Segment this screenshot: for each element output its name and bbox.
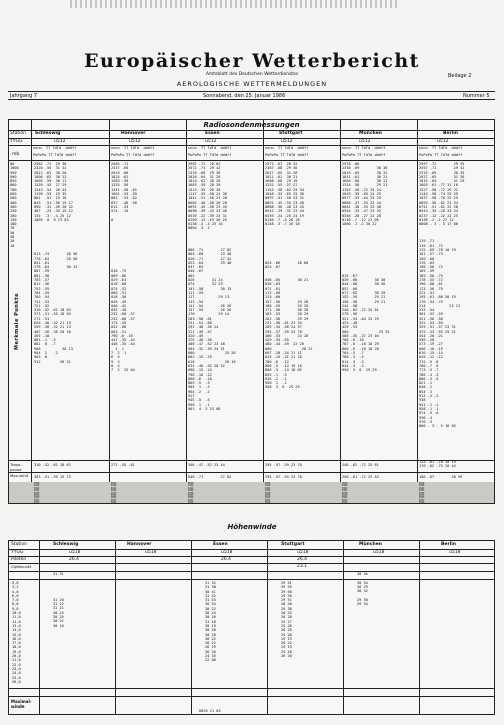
station-code: u518 bbox=[69, 550, 81, 555]
table-rule bbox=[9, 556, 494, 557]
station-data-column: 2565 -71 2337 -65 2019 -66 1815 -62 1583 -59 1333 -56 1341 -58 -61 1001 -53 -59 883 -53 -62 837 -46 -56 612 -33 574 -15 0 018 -73 009 -66 029 -61 018 -60 075 -52 066 -51 018 -50 045 -49 040 -42 035 -30 232 -60 -57 232 -60 -57 173 -55 032 -60 003 -51 790 -6 -10 447 -35 -44 448 -35 -44 1 1 7 2 1 6 5 9 3 0 4 7 2 25 04 bbox=[111, 162, 137, 373]
table-rule bbox=[263, 120, 264, 503]
yygg-label: YYGG bbox=[11, 550, 24, 555]
piloten-value: 26.4 bbox=[221, 557, 232, 562]
column-header: nnnn TT TdTd dddff bbox=[419, 146, 463, 150]
code-block: 0520 0429 0444 0442 0538 0533 0509 0537 0520 bbox=[34, 482, 40, 505]
column-header: nnnn TT TdTd dddff bbox=[33, 146, 77, 150]
piloten-label: Piloten bbox=[11, 557, 27, 562]
table-rule bbox=[340, 120, 341, 503]
maxwind-label: Max-wind bbox=[10, 473, 29, 478]
supplement-label: Beilage 2 bbox=[448, 73, 472, 79]
height-levels: 3,0 3,2 4,0 6,0 7,0 8,0 9,0 10,0 11,0 12,0 13,0 14,0 15,0 16,0 17,0 18,0 19,0 20,0 21,0 22,0 23,0 24,0 25,0 26,0 bbox=[12, 581, 21, 684]
code-block: 0520 0429 0442 0442 0538 0533 0509 0537 0520 bbox=[265, 482, 271, 505]
piloten-value: 26.4 bbox=[297, 557, 308, 562]
table-rule bbox=[191, 541, 192, 714]
table-rule bbox=[9, 549, 494, 550]
code-block: 0520 0429 0442 0442 0442 0533 0509 0537 0520 bbox=[111, 482, 117, 505]
tropopause-value: 272 -55 -61 bbox=[111, 463, 135, 467]
wind-column: 31 31 31 26 31 22 31 21 30 24 30 25 30 21 30 16 bbox=[53, 572, 64, 628]
table-rule bbox=[9, 579, 494, 580]
column-header: nnnn TT TdTd dddff bbox=[188, 146, 232, 150]
pressure-levels: 00 1000 950 900 850 800 700 600 500 400 300 250 200 150 100 70 50 30 20 10 bbox=[10, 162, 19, 248]
table-rule bbox=[9, 160, 494, 161]
station-code: u518 bbox=[449, 550, 461, 555]
footer-code: 6820 21 65 bbox=[199, 709, 221, 713]
station-name: Hannover bbox=[127, 542, 152, 547]
station-code: u512 bbox=[54, 139, 66, 144]
station-code: u518 bbox=[221, 550, 233, 555]
station-code: u512 bbox=[281, 139, 293, 144]
station-code: u518 bbox=[145, 550, 157, 555]
tropopause-label: Tropo-pause bbox=[10, 462, 22, 472]
issue-info-bar bbox=[8, 91, 495, 100]
section-heading: AEROLOGISCHE WETTERMELDUNGEN bbox=[176, 80, 328, 88]
table-rule bbox=[419, 541, 420, 714]
table-rule bbox=[9, 563, 494, 564]
issue-number: Nummer 5 bbox=[463, 92, 490, 99]
hoehenwinde-table bbox=[8, 540, 495, 715]
radiosonde-title: Radiosondenmessungen bbox=[203, 121, 300, 129]
column-header: nnnn TT TdTd dddff bbox=[265, 146, 309, 150]
wind-column: 31 32 31 38 30 41 31 42 31 53 30 34 30 22 30 24 30 26 31 18 30 19 30 28 30 28 30 22 26 22 26 19 26 20 24 16 22 08 bbox=[205, 581, 216, 663]
station-name: München bbox=[359, 542, 383, 547]
table-rule bbox=[115, 541, 116, 714]
station-name: Stuttgart bbox=[281, 542, 305, 547]
station-name: Stuttgart bbox=[279, 131, 303, 136]
station-code: u512 bbox=[129, 139, 141, 144]
station-label: Station bbox=[10, 131, 26, 136]
station-name: Schleswig bbox=[53, 542, 79, 547]
code-block: 0520 0429 0442 0442 0538 0533 0509 0537 0520 bbox=[342, 482, 348, 505]
column-header: PoPoPo TT TdTd dddff bbox=[188, 153, 232, 157]
table-rule bbox=[109, 120, 110, 503]
wind-column: 29 51 29 59 29 60 29 50 29 51 28 40 29 38 28 33 26 28 25 27 25 26 26 29 25 28 25 19 26 22 25 19 25 16 26 20 bbox=[281, 581, 292, 659]
hoehenwinde-title: Höhenwinde bbox=[227, 523, 277, 531]
maxwind-value: 295 -57 -59 23 70 bbox=[265, 475, 302, 479]
station-name: Schleswig bbox=[35, 131, 61, 136]
yygg-label: YYGG bbox=[10, 139, 23, 144]
station-code: u518 bbox=[373, 550, 385, 555]
code-block: 0520 0429 0442 0442 0538 0533 0509 0537 0520 bbox=[419, 482, 425, 505]
station-code: u518 bbox=[297, 550, 309, 555]
table-rule bbox=[9, 696, 494, 697]
side-label: Merkmale Punkte bbox=[14, 293, 20, 350]
station-name: Essen bbox=[213, 542, 228, 547]
station-data-column: 2962 -72 28 62 2572 -71 29 42 2310 -68 29 36 2028 -64 31 29 1814 -62 28 26 1603 -59 28 20 1313 -55 26 28 1147 -55 -58 24 36 1041 -51 -56 21 28 0682 -48 -56 26 28 0691 -45 -58 23 45 0698 -39 -43 23 46 0539 -22 -39 24 31 0209 -12 -19 26 25 0138 -3 -4 25 16 0004 3 2 006 -71 27 82 064 -68 23 48 020 -71 27 42 023 -64 29 40 037 -65 046 -67 062 026 31 24 074 31 29 101 -58 30 15 111 -59 117 29 13 133 -54 141 -54 26 26 157 -55 26 26 170 29 14 283 -50 -61 251 -51 -60 292 -48 -56 24 311 -49 -57 320 -49 375 -46 -56 400 -47 -52 23 48 504 -32 -39 24 31 600 25 26 602 -15 -25 610 26 18 634 -40 -52 20 52 690 -15 -24 790 -16 -22 800 -6 -10 865 -5 -5 905 1 -3 964 -2 -2 917 945 -5 -5 956 1 -1 961 4 3 23 08 bbox=[188, 162, 236, 411]
maxwind-label: Maximal-winde bbox=[11, 699, 32, 709]
tropopause-value: 346 -47 -52 23 44 bbox=[188, 463, 225, 467]
column-header: PoPoPo TT TdTd dddff bbox=[33, 153, 77, 157]
station-data-column: 2562 -71 29 38 2320 -55 31 32 2012 -63 30 26 1806 -63 30 22 1605 -59 30 11 1320 -55 27 29 1243 -54 26 44 1199 -53 19 35 881 -51 19 16 843 -51 -56 19 17 890 -31 -49 20 32 487 -23 -35 19 12 135 -3 -4 25 12 1005 0 0 13 03 813 -74 28 56 778 -64 28 50 841 -61 378 -64 30 13 887 -59 881 -58 783 -57 812 -56 753 -55 764 -55 760 -54 741 -53 721 -52 310 -52 -61 18 63 373 -51 -55 18 63 272 -51 620 -40 -42 21 19 559 -30 -32 21 13 487 -26 -36 20 10 465 -18 881 -1 -5 881 0 -7 906 26 13 904 2 -2 903 8 912 26 21 bbox=[34, 162, 78, 364]
station-name: Berlin bbox=[441, 542, 456, 547]
scan-artifact-stripe bbox=[70, 0, 400, 8]
maxwind-value: 100 -67 28 59 bbox=[419, 475, 463, 479]
volume-label: Jahrgang 7 bbox=[10, 92, 38, 99]
table-rule bbox=[39, 541, 40, 714]
table-rule bbox=[9, 130, 494, 131]
station-name: Essen bbox=[205, 131, 220, 136]
column-header: PoPoPo TT TdTd dddff bbox=[342, 153, 386, 157]
station-code: u512 bbox=[359, 139, 371, 144]
station-data-column: 2597 -72 29 55 2557 -71 29 42 2315 -69 30 35 2027 -65 31 26 1815 -64 31 25 1603 -61 -77 31 16 1327 -58 -72 29 21 1143 -58 -74 25 29 1037 -58 -76 22 25 0893 -56 -61 21 34 0751 -51 -62 22 28 0543 -35 -28 23 24 0237 -12 -22 22 25 0138 -2 -2 27 12 0008 - 3 - 5 17 06 119 -71 119 -61 -72 115 -69 -78 10 19 161 -57 -73 150 -66 176 -63 198 -56 -72 165 -59 189 -56 -75 178 -55 -72 190 -60 -61 173 -56 -75 222 -51 195 -61 -68 30 19 176 -54 -75 214 23 21 233 -54 301 -53 -59 321 -56 -58 322 -54 -65 329 -51 -57 23 31 379 -53 -55 29 21 544 -20 -21 556 -20 573 -19 -27 606 -16 -19 610 -15 -15 645 -12 -12 712 -5 -8 760 -7 -9 773 -5 -7 786 -4 -3 800 -3 -5 821 -1 848 -1 854 -3 913 -2 -2 938 941 -1 -1 958 -1 -1 974 -5 -6 936 -4 970 -5 006 - 3 - 5 16 05 bbox=[419, 162, 465, 429]
tropopause-value: 246 -62 -72 25 61 bbox=[342, 463, 379, 467]
station-data-column: 2572 -67 28 32 2387 -68 29 36 2017 -65 31 26 1811 -61 30 21 1608 -60 29 19 1332 -55 27 27 1153 -58 -62 25 34 1048 -53 -65 25 36 0997 -51 -58 23 31 0891 -45 -53 23 48 0688 -36 -40 23 43 0542 -29 -31 23 44 0339 -24 -25 24 19 0140 -7 -8 26 18 0148 -3 -7 26 18 025 -66 28 60 025 -67 046 -65 30 21 036 -63 071 -61 112 -60 125 -60 157 -56 29 26 180 -55 29 29 171 -56 30 26 183 -53 28 29 202 -56 29 29 221 -56 -61 23 34 265 -54 -56 24 37 295 -57 -59 23 70 400 -53 24 28 429 -53 -65 480 -44 -49 22 20 600 26 21 607 -28 -34 21 11 643 -15 -21 21 18 780 -6 -12 800 -5 -14 19 10 806 -5 -14 16 05 855 -1 -5 945 -2 -1 950 1 -1 958 3 0 29 29 bbox=[265, 162, 313, 390]
column-header: nnnn TT TdTd dddff bbox=[342, 146, 386, 150]
piloten-value: 26.4 bbox=[69, 557, 80, 562]
gipfel-label: Gipfelpunkt bbox=[11, 565, 32, 569]
column-header: nnnn TT TdTd dddff bbox=[111, 146, 155, 150]
table-rule bbox=[9, 571, 494, 572]
tropopause-value: 295 -57 -59 23 70 bbox=[265, 463, 302, 467]
station-name: Berlin bbox=[443, 131, 458, 136]
maxwind-value: 046 -71 27 82 bbox=[188, 475, 232, 479]
station-name: Hannover bbox=[121, 131, 146, 136]
maxwind-value: 303 -51 -59 15 73 bbox=[34, 475, 71, 479]
table-rule bbox=[9, 688, 494, 689]
table-rule bbox=[9, 138, 494, 139]
table-rule bbox=[186, 120, 187, 503]
station-code: u512 bbox=[437, 139, 449, 144]
radiosonde-table bbox=[8, 119, 495, 504]
page-subtitle: Amtsblatt des Deutschen Wetterdienstes bbox=[205, 72, 299, 77]
tropopause-value: 310 -52 -61 18 63 bbox=[34, 463, 71, 467]
column-header: PoPoPo TT TdTd dddff bbox=[265, 153, 309, 157]
table-rule bbox=[31, 120, 32, 503]
table-rule bbox=[417, 120, 418, 503]
table-rule bbox=[9, 472, 494, 473]
station-code: u512 bbox=[205, 139, 217, 144]
issue-date: Sonnabend, den 25. Januar 1986 bbox=[203, 92, 286, 99]
station-label: Station bbox=[11, 542, 27, 547]
column-header: PoPoPo TT TdTd dddff bbox=[419, 153, 463, 157]
mb-label: mb bbox=[12, 152, 20, 157]
wind-column: 30 3e 30 34 30 29 30 32 29 30 29 34 bbox=[357, 572, 368, 607]
code-block: 0520 0429 0442 0442 0538 0533 0509 0537 0520 bbox=[188, 482, 194, 505]
table-rule bbox=[343, 541, 344, 714]
gipfel-value: 23.1 bbox=[297, 564, 308, 569]
station-data-column: 2578 -66 2330 -69 30 38 2019 -65 30 31 1811 -61 30 21 1684 -60 30 21 1334 -58 29 21 1152 -58 -72 25 24 1049 -59 -65 24 25 0977 -53 -64 25 29 0886 -47 -55 23 44 0681 -38 -53 23 48 0544 -35 -47 23 32 0346 -20 -27 22 28 0140 -7 -12 22 05 1060 -1 -2 30 22 815 -67 836 -68 30 30 844 -68 30 26 852 -60 877 -62 30 29 152 -59 29 21 156 -58 29 21 244 -58 246 -62 -72 25 61 279 -56 321 -54 -64 25 29 425 -48 429 -53 500 25 31 588 -35 -37 23 04 706 -6 -10 787 -6 -10 18 29 800 -6 -10 18 28 764 -5 -7 766 -3 -5 814 -3 -3 844 -3 -3 950 3 0 29 29 bbox=[342, 162, 390, 373]
station-name: München bbox=[359, 131, 383, 136]
page-title: Europäischer Wetterbericht bbox=[84, 50, 420, 72]
column-header: PoPoPo TT TdTd dddff bbox=[111, 153, 155, 157]
maxwind-value: 250 -61 -72 25 63 bbox=[342, 475, 379, 479]
tropopause-value: 123 -61 -76 10 19 170 -62 -75 20 44 bbox=[419, 460, 456, 469]
table-rule bbox=[267, 541, 268, 714]
